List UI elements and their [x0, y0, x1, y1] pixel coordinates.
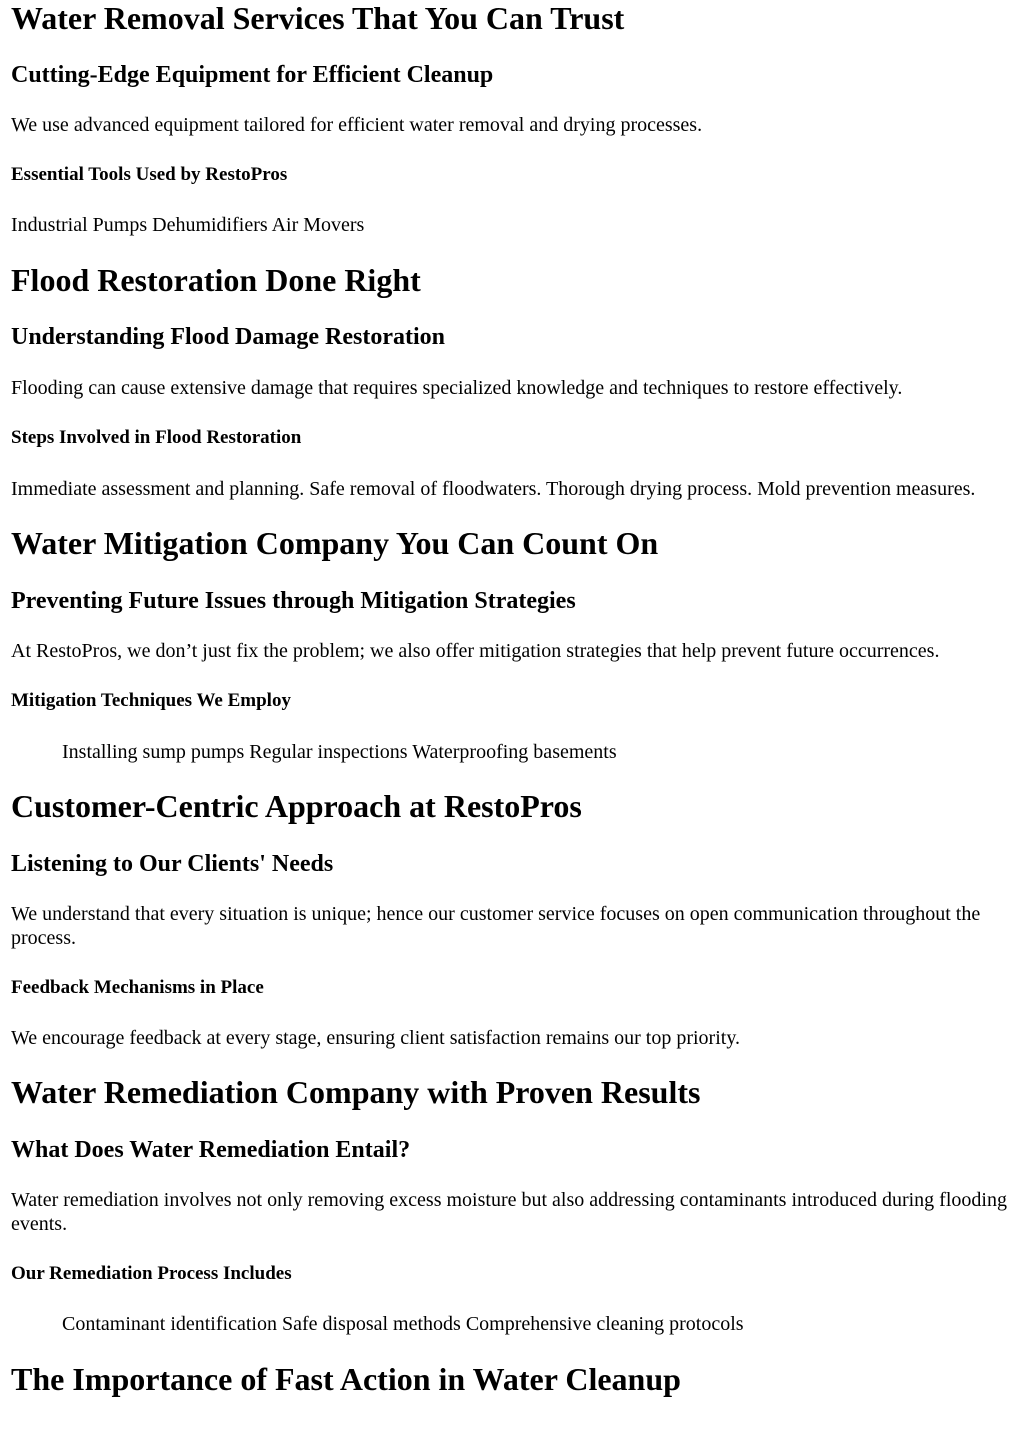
section-paragraph: We understand that every situation is unique; hence our customer service focuses on open communication throughout the process. — [11, 903, 981, 949]
section-subheading: Cutting-Edge Equipment for Efficient Cleanup — [11, 62, 494, 88]
remediation-list — [62, 1312, 1016, 1336]
list-item: Thorough drying process. — [546, 478, 753, 500]
list-item: Waterproofing basements — [412, 741, 617, 763]
section-heading: Flood Restoration Done Right — [11, 262, 421, 298]
list-heading: Our Remediation Process Includes — [11, 1263, 292, 1284]
section-subheading: Understanding Flood Damage Restoration — [11, 324, 446, 350]
section-subheading: Listening to Our Clients' Needs — [11, 851, 334, 877]
section-paragraph: At RestoPros, we don’t just fix the problem; we also offer mitigation strategies that help prevent future occurrences. — [11, 640, 940, 662]
list-item: Immediate assessment and planning. — [11, 478, 305, 500]
list-heading: Feedback Mechanisms in Place — [11, 977, 264, 998]
list-item: Dehumidifiers — [152, 214, 268, 236]
tools-list — [11, 213, 1016, 237]
section-heading: Water Remediation Company with Proven Results — [11, 1074, 701, 1110]
list-item: Comprehensive cleaning protocols — [465, 1313, 744, 1335]
section-heading: The Importance of Fast Action in Water Cleanup — [11, 1361, 681, 1397]
list-item: Safe removal of floodwaters. — [309, 478, 542, 500]
section-heading: Customer-Centric Approach at RestoPros — [11, 788, 582, 824]
section-heading: Water Removal Services That You Can Trust — [11, 0, 625, 36]
list-item: Contaminant identification — [62, 1313, 277, 1335]
list-item: Safe disposal methods — [281, 1313, 461, 1335]
list-heading: Essential Tools Used by RestoPros — [11, 164, 288, 185]
list-item: Industrial Pumps — [11, 214, 148, 236]
section-paragraph: Flooding can cause extensive damage that requires specialized knowledge and techniques to restore effectively. — [11, 377, 903, 399]
list-item: Mold prevention measures. — [757, 478, 976, 500]
list-item: Regular inspections — [249, 741, 408, 763]
techniques-list — [62, 740, 1016, 764]
section-paragraph: We use advanced equipment tailored for efficient water removal and drying processes. — [11, 114, 703, 136]
section-paragraph: Water remediation involves not only removing excess moisture but also addressing contaminants introduced during flooding events. — [11, 1189, 1007, 1235]
list-heading: Steps Involved in Flood Restoration — [11, 427, 302, 448]
list-heading: Mitigation Techniques We Employ — [11, 690, 291, 711]
list-item: Installing sump pumps — [62, 741, 245, 763]
section-heading: Water Mitigation Company You Can Count On — [11, 525, 659, 561]
section-subheading: Preventing Future Issues through Mitigation Strategies — [11, 588, 576, 614]
section-subheading: What Does Water Remediation Entail? — [11, 1137, 411, 1163]
list-item: Air Movers — [271, 214, 365, 236]
section-paragraph: We encourage feedback at every stage, ensuring client satisfaction remains our top priority. — [11, 1027, 741, 1049]
steps-list — [11, 477, 1016, 501]
